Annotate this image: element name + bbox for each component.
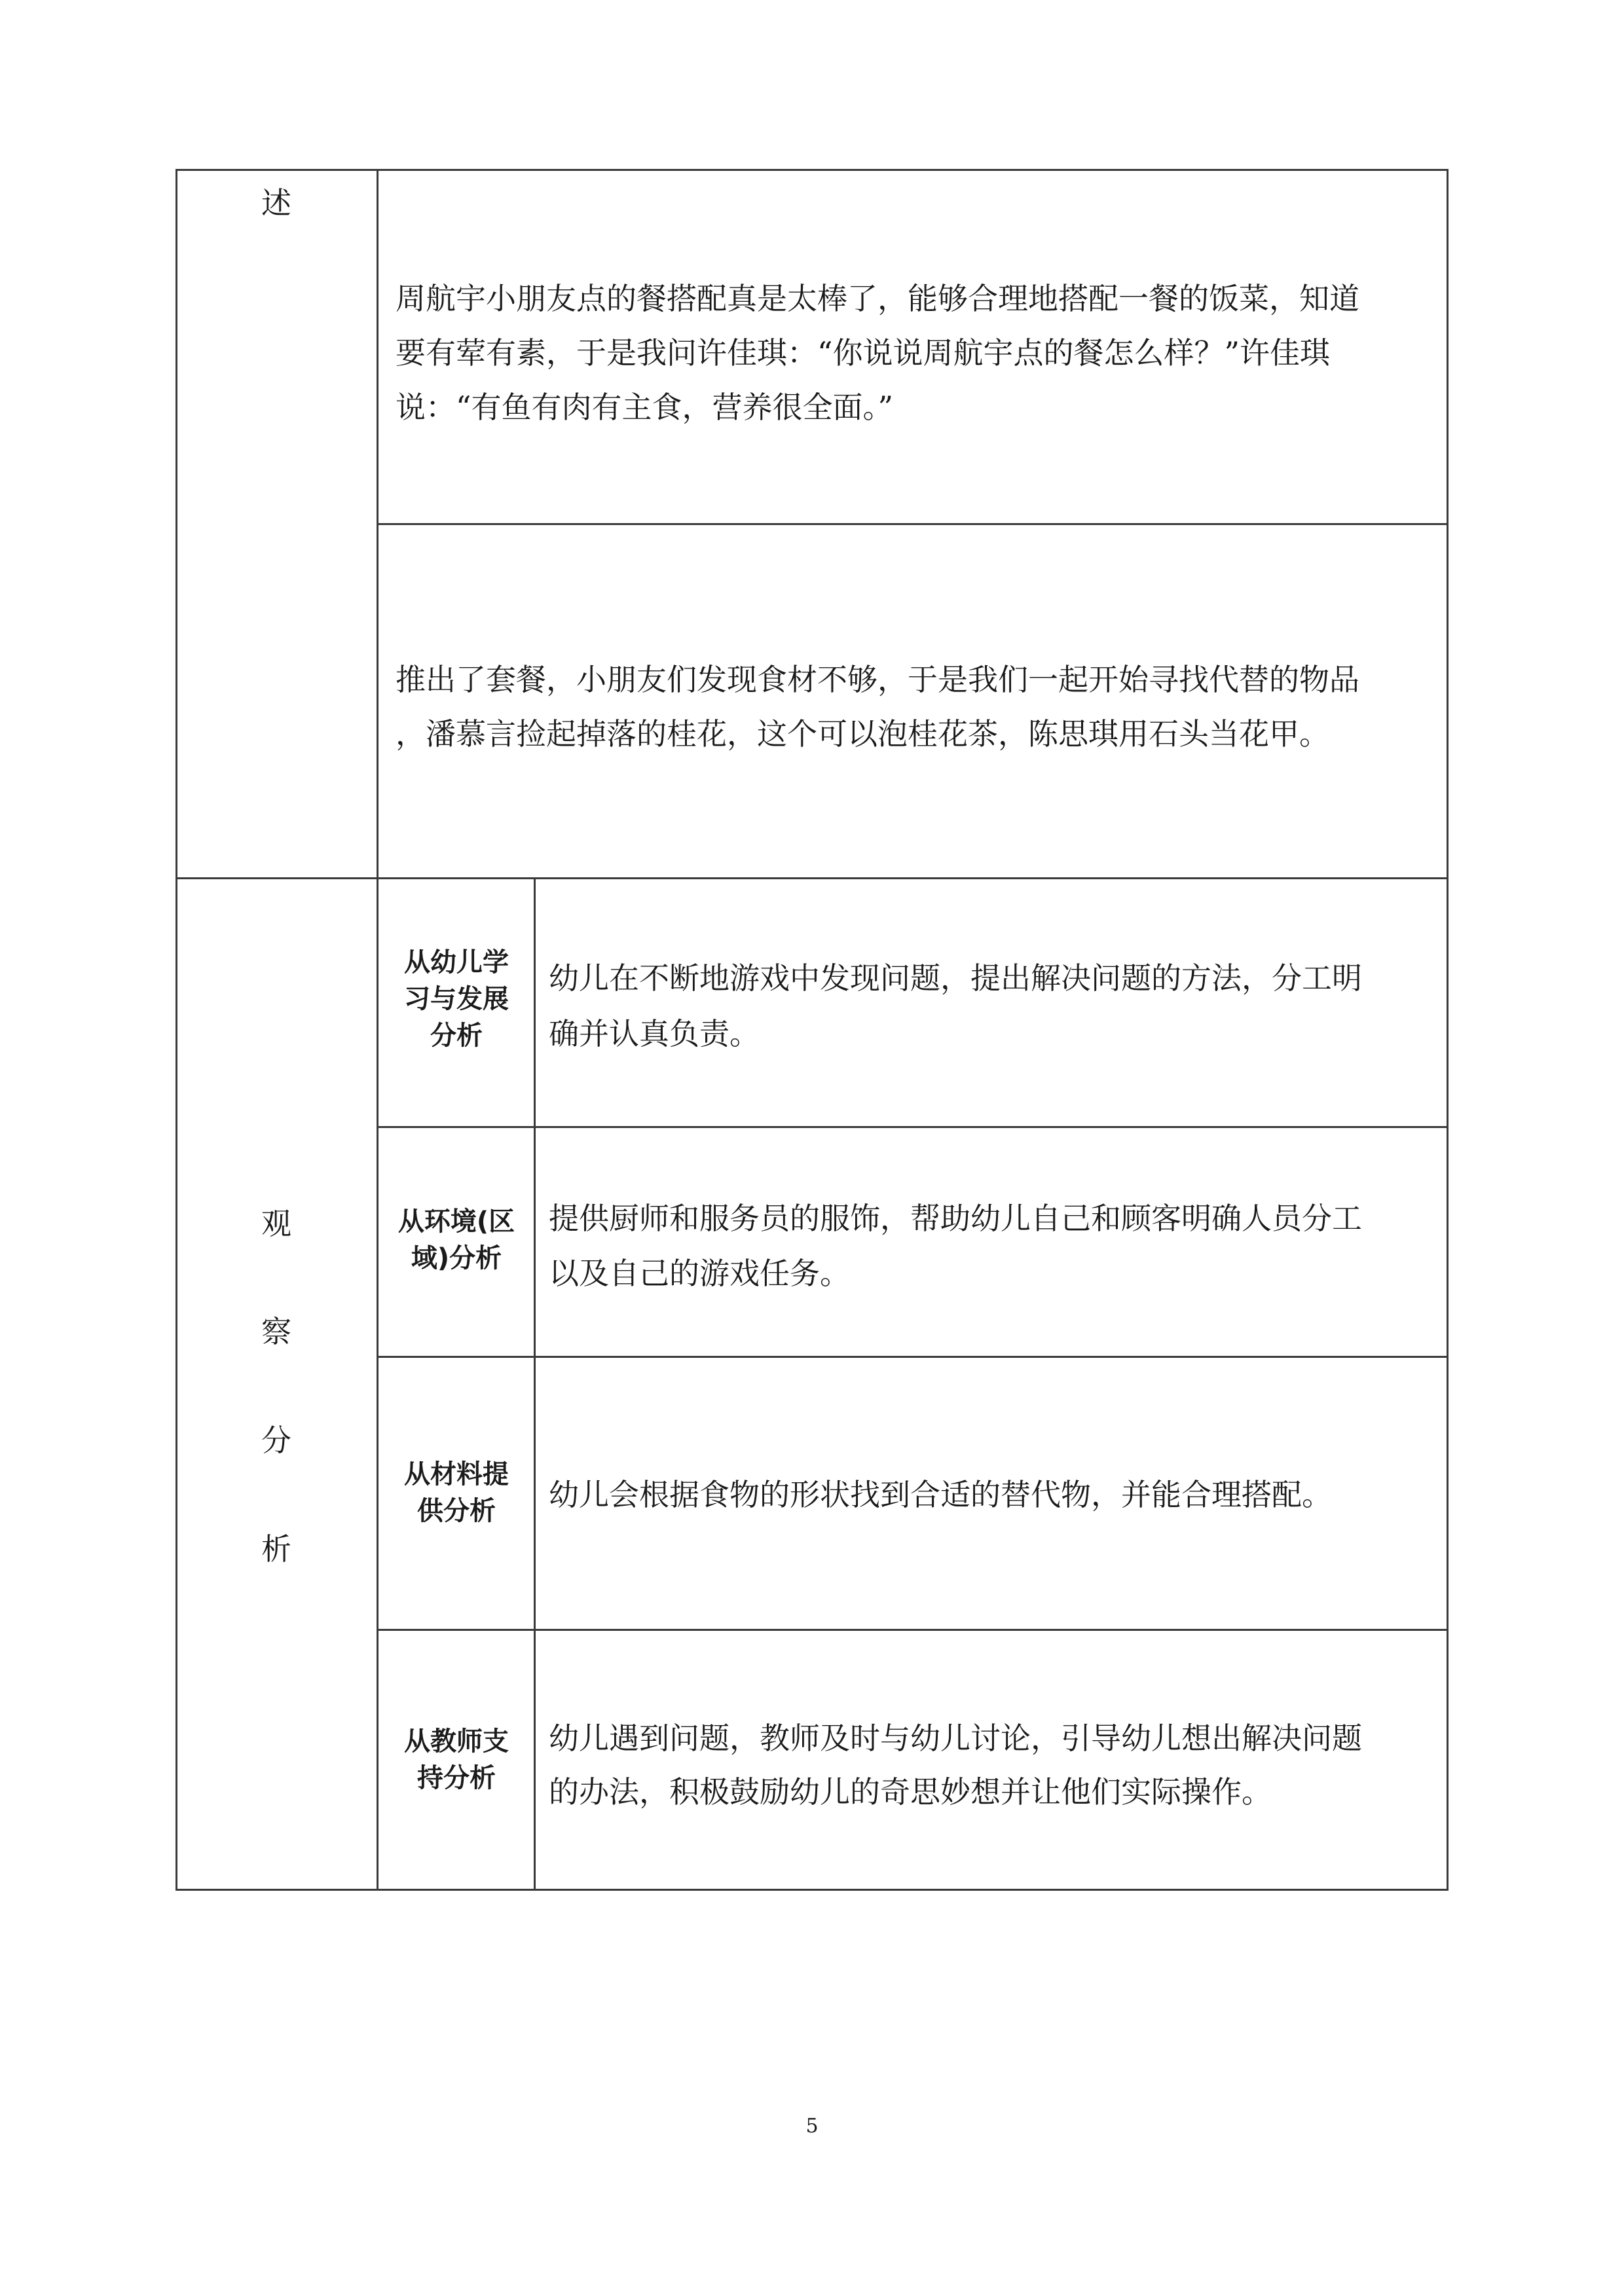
analysis-row-divider-3	[377, 1629, 1449, 1631]
table-border-right	[1447, 169, 1449, 1891]
table-border-bottom	[175, 1889, 1449, 1891]
analysis-label-char: 析	[261, 1531, 291, 1567]
sub-label-line: 供分析	[417, 1496, 496, 1526]
sub-label-line: 域)分析	[411, 1243, 502, 1273]
sub-label-line: 习与发展	[404, 984, 509, 1014]
paragraph-line: ，潘慕言捡起掉落的桂花，这个可以泡桂花茶，陈思琪用石头当花甲。	[396, 716, 1329, 752]
sub-label-line: 从教师支	[404, 1726, 509, 1757]
content-line: 幼儿遇到问题，教师及时与幼儿讨论，引导幼儿想出解决问题	[549, 1721, 1362, 1756]
paragraph-line: 周航宇小朋友点的餐搭配真是太棒了，能够合理地搭配一餐的饭菜，知道	[396, 281, 1359, 316]
analysis-label-char: 分	[261, 1423, 291, 1458]
section-divider	[175, 877, 1449, 879]
table-border-left	[175, 169, 177, 1891]
content-line: 以及自己的游戏任务。	[549, 1256, 850, 1291]
sub-label-line: 从幼儿学	[404, 947, 509, 977]
content-line: 幼儿会根据食物的形状找到合适的替代物，并能合理搭配。	[549, 1477, 1332, 1512]
analysis-label-char: 观	[261, 1206, 291, 1241]
sub-label-line: 持分析	[417, 1763, 496, 1793]
paragraph-line: 说：“有鱼有肉有主食，营养很全面。”	[396, 390, 894, 425]
paragraph-line: 要有荤有素，于是我问许佳琪：“你说说周航宇点的餐怎么样？”许佳琪	[396, 335, 1331, 371]
sub-label-line: 分析	[430, 1021, 483, 1051]
sub-label-learning-development	[378, 944, 534, 1054]
page-number: 5	[805, 2115, 819, 2138]
description-row-divider	[377, 523, 1449, 525]
sub-label-teacher-support	[378, 1723, 534, 1796]
sub-label-line: 从环境(区	[397, 1207, 515, 1237]
sub-label-environment	[378, 1203, 534, 1277]
sub-label-materials	[378, 1456, 534, 1529]
table-border-top	[175, 169, 1449, 171]
sub-label-line: 从材料提	[404, 1459, 509, 1489]
analysis-label-char: 察	[261, 1314, 291, 1349]
content-line: 幼儿在不断地游戏中发现问题，提出解决问题的方法，分工明	[549, 960, 1362, 996]
analysis-row-divider-2	[377, 1356, 1449, 1358]
content-line: 确并认真负责。	[549, 1016, 760, 1051]
paragraph-line: 推出了套餐，小朋友们发现食材不够，于是我们一起开始寻找代替的物品	[396, 662, 1359, 697]
content-line: 的办法，积极鼓励幼儿的奇思妙想并让他们实际操作。	[549, 1774, 1272, 1810]
content-line: 提供厨师和服务员的服饰，帮助幼儿自己和顾客明确人员分工	[549, 1201, 1362, 1236]
analysis-row-divider-1	[377, 1126, 1449, 1128]
description-label: 述	[261, 185, 291, 221]
